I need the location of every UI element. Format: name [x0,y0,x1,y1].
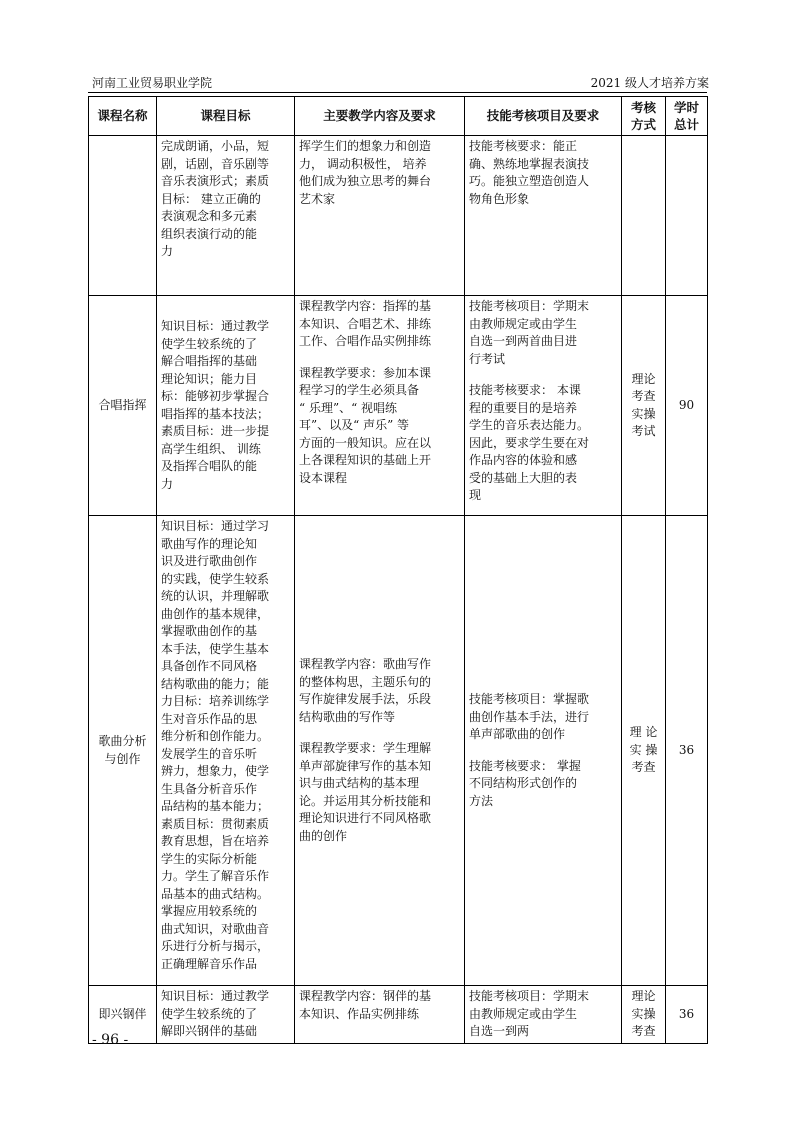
assessment-method-cell-line: 考试 [631,424,656,438]
course-goal-cell-line: 组织表演行动的能 [161,226,258,241]
paragraph-gap [299,726,460,740]
table-row [89,296,708,516]
course-goal-cell-line: 维分析和创作能力。 [161,729,270,743]
course-goal-cell-line: 力 [161,244,174,258]
teaching-content-cell-line: 课程教学要求：参加本课 [299,365,432,380]
skill-assessment-cell-line: 现 [469,488,482,502]
course-goal-cell-line: 结构歌曲的能力；能 [161,676,270,691]
course-goal-cell-line: 辨力，想象力，使学 [161,764,270,778]
skill-assessment-cell-line: 作品内容的体验和感 [469,453,578,467]
paragraph-gap [469,368,617,382]
column-header-hours [666,97,708,136]
skill-assessment-cell-line: 方法 [469,793,494,808]
teaching-content-cell-line: 力， 调动积极性， 培养 [299,156,427,171]
course-goal-cell-line: 掌握应用较系统的 [161,904,258,918]
table-body [89,136,708,1044]
skill-assessment-cell-paragraph [469,758,617,811]
teaching-content-cell-line: 艺术家 [299,191,336,206]
skill-assessment-cell-line: 技能考核要求： 掌握 [469,758,581,773]
skill-assessment-cell [465,986,622,1044]
teaching-content-cell-line: 设本课程 [299,470,348,485]
teaching-content-cell [295,986,465,1044]
course-name-cell [89,516,157,986]
skill-assessment-cell-line: 程的重要目的是培养 [469,400,578,415]
course-goal-cell-line: 品基本的曲式结构。 [161,886,270,901]
skill-assessment-cell-line: 物角色形象 [469,191,530,206]
hours-total-cell: 90 [666,296,708,516]
skill-assessment-cell [465,296,622,516]
column-header-hours-line: 总计 [673,117,699,132]
column-header-method [622,97,666,136]
assessment-method-cell [622,986,666,1044]
course-goal-cell-line: 识及进行歌曲创作 [161,554,258,568]
assessment-method-cell-line: 实 操 [629,742,658,757]
assessment-method-cell-line: 实操 [631,406,656,421]
teaching-content-cell-line: 本知识、合唱艺术、排练 [299,316,432,331]
skill-assessment-cell-line: 受的基础上大胆的表 [469,470,578,485]
teaching-content-cell-line: 工作、合唱作品实例排练 [299,334,432,348]
skill-assessment-cell-line: 由教师规定或由学生 [469,1006,578,1021]
teaching-content-cell-paragraph [299,988,460,1023]
table-row [89,516,708,986]
course-goal-cell-line: 生对音乐作品的思 [161,711,258,726]
header-plan-title: 2021 级人才培养方案 [590,76,709,90]
skill-assessment-cell [465,136,622,296]
course-goal-cell-line: 歌曲写作的理论知 [161,536,258,551]
course-name-cell-line: 歌曲分析 [98,734,147,748]
assessment-method-cell-line: 考查 [631,1024,656,1039]
teaching-content-cell-paragraph [299,740,460,845]
course-goal-cell-line: 使学生较系统的了 [161,1006,258,1021]
course-goal-cell-line: 掌握歌曲创作的基 [161,624,258,638]
skill-assessment-cell-line: 自选一到两 [469,1024,530,1038]
skill-assessment-cell-line: 技能考核要求： 本课 [469,383,581,397]
course-goal-cell-line: 标：能够初步掌握合 [161,389,270,403]
teaching-content-cell [295,136,465,296]
skill-assessment-cell-line: 单声部歌曲的创作 [469,727,566,741]
skill-assessment-cell-line: 巧。能独立塑造创造人 [469,174,590,188]
skill-assessment-cell-line: 学生的音乐表达能力。 [469,418,590,432]
skill-assessment-cell-paragraph [469,691,617,744]
teaching-content-cell-line: 识与曲式结构的基本理 [299,776,420,790]
course-goal-cell [157,296,295,516]
column-header-course-goal: 课程目标 [157,97,295,136]
course-goal-cell-line: 表演观念和多元素 [161,209,258,223]
course-goal-cell-line: 学生的实际分析能 [161,851,258,866]
header-divider [88,92,707,93]
assessment-method-cell [622,136,666,296]
teaching-content-cell-line: 程学习的学生必须具备 [299,383,420,397]
course-goal-cell-line: 完成朗诵，小品，短 [161,139,270,153]
teaching-content-cell-line: 课程教学要求：学生理解 [299,741,432,755]
column-header-course-name: 课程名称 [89,97,157,136]
course-goal-cell-line: 正确理解音乐作品 [161,956,258,971]
teaching-content-cell-line: 结构歌曲的写作等 [299,709,396,724]
teaching-content-cell-line: 本知识、作品实例排练 [299,1006,420,1021]
course-goal-cell-line: 品结构的基本能力； [161,799,270,813]
course-goal-cell-line: 理论知识；能力目 [161,371,258,386]
course-goal-cell-line: 唱指挥的基本技法； [161,406,270,421]
column-header-method-line: 方式 [630,117,656,132]
skill-assessment-cell-line: 由教师规定或由学生 [469,316,578,331]
assessment-method-cell-line: 考查 [631,389,656,403]
teaching-content-cell [295,296,465,516]
teaching-content-cell-paragraph [299,298,460,351]
hours-total-cell: 36 [666,986,708,1044]
teaching-content-cell-line: 挥学生们的想象力和创造 [299,139,432,153]
assessment-method-cell-line: 实操 [631,1006,656,1021]
course-name-cell [89,296,157,516]
assessment-method-cell [622,296,666,516]
hours-total-cell [666,136,708,296]
course-goal-cell-line: 的实践，使学生较系 [161,571,270,586]
teaching-content-cell-line: 上各课程知识的基础上开 [299,453,432,467]
header-school-name: 河南工业贸易职业学院 [92,76,213,90]
teaching-content-cell-line: 曲的创作 [299,828,348,843]
assessment-method-cell-line: 考查 [631,760,656,775]
course-name-cell-line: 即兴钢伴 [98,1006,147,1021]
teaching-content-cell-line: 课程教学内容：指挥的基 [299,299,432,313]
course-goal-cell-line: 教育思想，旨在培养 [161,834,270,848]
paragraph-gap [469,744,617,758]
teaching-content-cell-paragraph [299,656,460,726]
course-goal-cell-line: 使学生较系统的了 [161,336,258,351]
teaching-content-cell-line: 论。并运用其分析技能和 [299,793,432,808]
column-header-method-line: 考核 [630,99,656,115]
skill-assessment-cell-line: 确、熟练地掌握表演技 [469,156,590,171]
skill-assessment-cell-line: 技能考核要求：能正 [469,139,578,153]
course-goal-cell-line: 本手法，使学生基本 [161,641,270,656]
teaching-content-cell-line: “ 乐理”、“ 视唱练 [299,400,398,415]
course-goal-cell-line: 曲式知识，对歌曲音 [161,921,270,936]
column-header-hours-line: 学时 [673,99,699,115]
course-table [88,96,708,1044]
table-header [89,97,708,136]
table-row [89,136,708,296]
skill-assessment-cell-line: 行考试 [469,351,506,366]
course-goal-cell-line: 目标： 建立正确的 [161,191,261,206]
assessment-method-cell-line: 理 论 [629,725,658,740]
course-goal-cell-line: 素质目标：进一步提 [161,424,270,438]
course-goal-cell-line: 素质目标：贯彻素质 [161,816,270,831]
course-goal-cell-line: 知识目标：通过教学 [161,319,270,333]
course-goal-cell-line: 统的认识，并理解歌 [161,589,270,603]
course-goal-cell-line: 高学生组织、 训练 [161,441,261,456]
course-name-cell-line: 合唱指挥 [98,397,147,412]
course-goal-cell-line: 发展学生的音乐听 [161,746,258,761]
assessment-method-cell [622,516,666,986]
skill-assessment-cell-line: 技能考核项目：掌握歌 [469,692,590,706]
teaching-content-cell-line: 单声部旋律写作的基本知 [299,758,432,773]
teaching-content-cell-line: 方面的一般知识。应在以 [299,435,432,450]
course-goal-cell-line: 曲创作的基本规律， [161,606,270,621]
teaching-content-cell [295,516,465,986]
skill-assessment-cell-paragraph [469,298,617,368]
course-goal-cell-line: 解即兴钢伴的基础 [161,1024,258,1038]
teaching-content-cell-paragraph [299,138,460,208]
teaching-content-cell-line: 课程教学内容：歌曲写作 [299,657,432,671]
skill-assessment-cell-paragraph [469,988,617,1041]
course-goal-cell [157,136,295,296]
teaching-content-cell-line: 的整体构思，主题乐句的 [299,674,432,689]
column-header-skill: 技能考核项目及要求 [465,97,622,136]
skill-assessment-cell [465,516,622,986]
skill-assessment-cell-paragraph [469,382,617,505]
course-goal-cell [157,986,295,1044]
assessment-method-cell-line: 理论 [631,371,656,386]
table-row [89,986,708,1044]
course-goal-cell-line: 力目标：培养训练学 [161,694,270,708]
skill-assessment-cell-line: 不同结构形式创作的 [469,776,578,790]
skill-assessment-cell-line: 技能考核项目：学期末 [469,299,590,313]
course-goal-cell-line: 音乐表演形式；素质 [161,174,270,188]
teaching-content-cell-line: 课程教学内容：钢伴的基 [299,989,432,1003]
teaching-content-cell-paragraph [299,365,460,488]
course-name-cell [89,136,157,296]
teaching-content-cell-line: 耳”、以及“ 声乐” 等 [299,418,410,432]
skill-assessment-cell-paragraph [469,138,617,208]
teaching-content-cell-line: 理论知识进行不同风格歌 [299,811,432,825]
hours-total-cell: 36 [666,516,708,986]
course-goal-cell-line: 生具备分析音乐作 [161,781,258,796]
assessment-method-cell-line: 理论 [631,989,656,1004]
course-goal-cell-line: 具备创作不同风格 [161,659,258,673]
course-goal-cell-line: 力 [161,476,174,491]
course-goal-cell [157,516,295,986]
teaching-content-cell-line: 写作旋律发展手法，乐段 [299,692,432,706]
course-goal-cell-line: 知识目标：通过学习 [161,519,270,533]
paragraph-gap [299,351,460,365]
course-goal-cell-line: 乐进行分析与揭示， [161,939,270,953]
course-goal-cell-line: 知识目标：通过教学 [161,989,270,1003]
course-goal-cell-line: 剧，话剧，音乐剧等 [161,156,270,171]
course-name-cell-line: 与创作 [104,751,141,766]
skill-assessment-cell-line: 因此，要求学生要在对 [469,435,590,450]
course-goal-cell-line: 及指挥合唱队的能 [161,459,258,473]
skill-assessment-cell-line: 技能考核项目：学期末 [469,989,590,1003]
skill-assessment-cell-line: 曲创作基本手法，进行 [469,709,590,724]
page-number: - 96 - [92,1032,129,1048]
skill-assessment-cell-line: 自选一到两首曲目进 [469,334,578,348]
column-header-content: 主要教学内容及要求 [295,97,465,136]
course-goal-cell-line: 解合唱指挥的基础 [161,354,258,368]
teaching-content-cell-line: 他们成为独立思考的舞台 [299,174,432,188]
course-goal-cell-line: 力。学生了解音乐作 [161,869,270,883]
